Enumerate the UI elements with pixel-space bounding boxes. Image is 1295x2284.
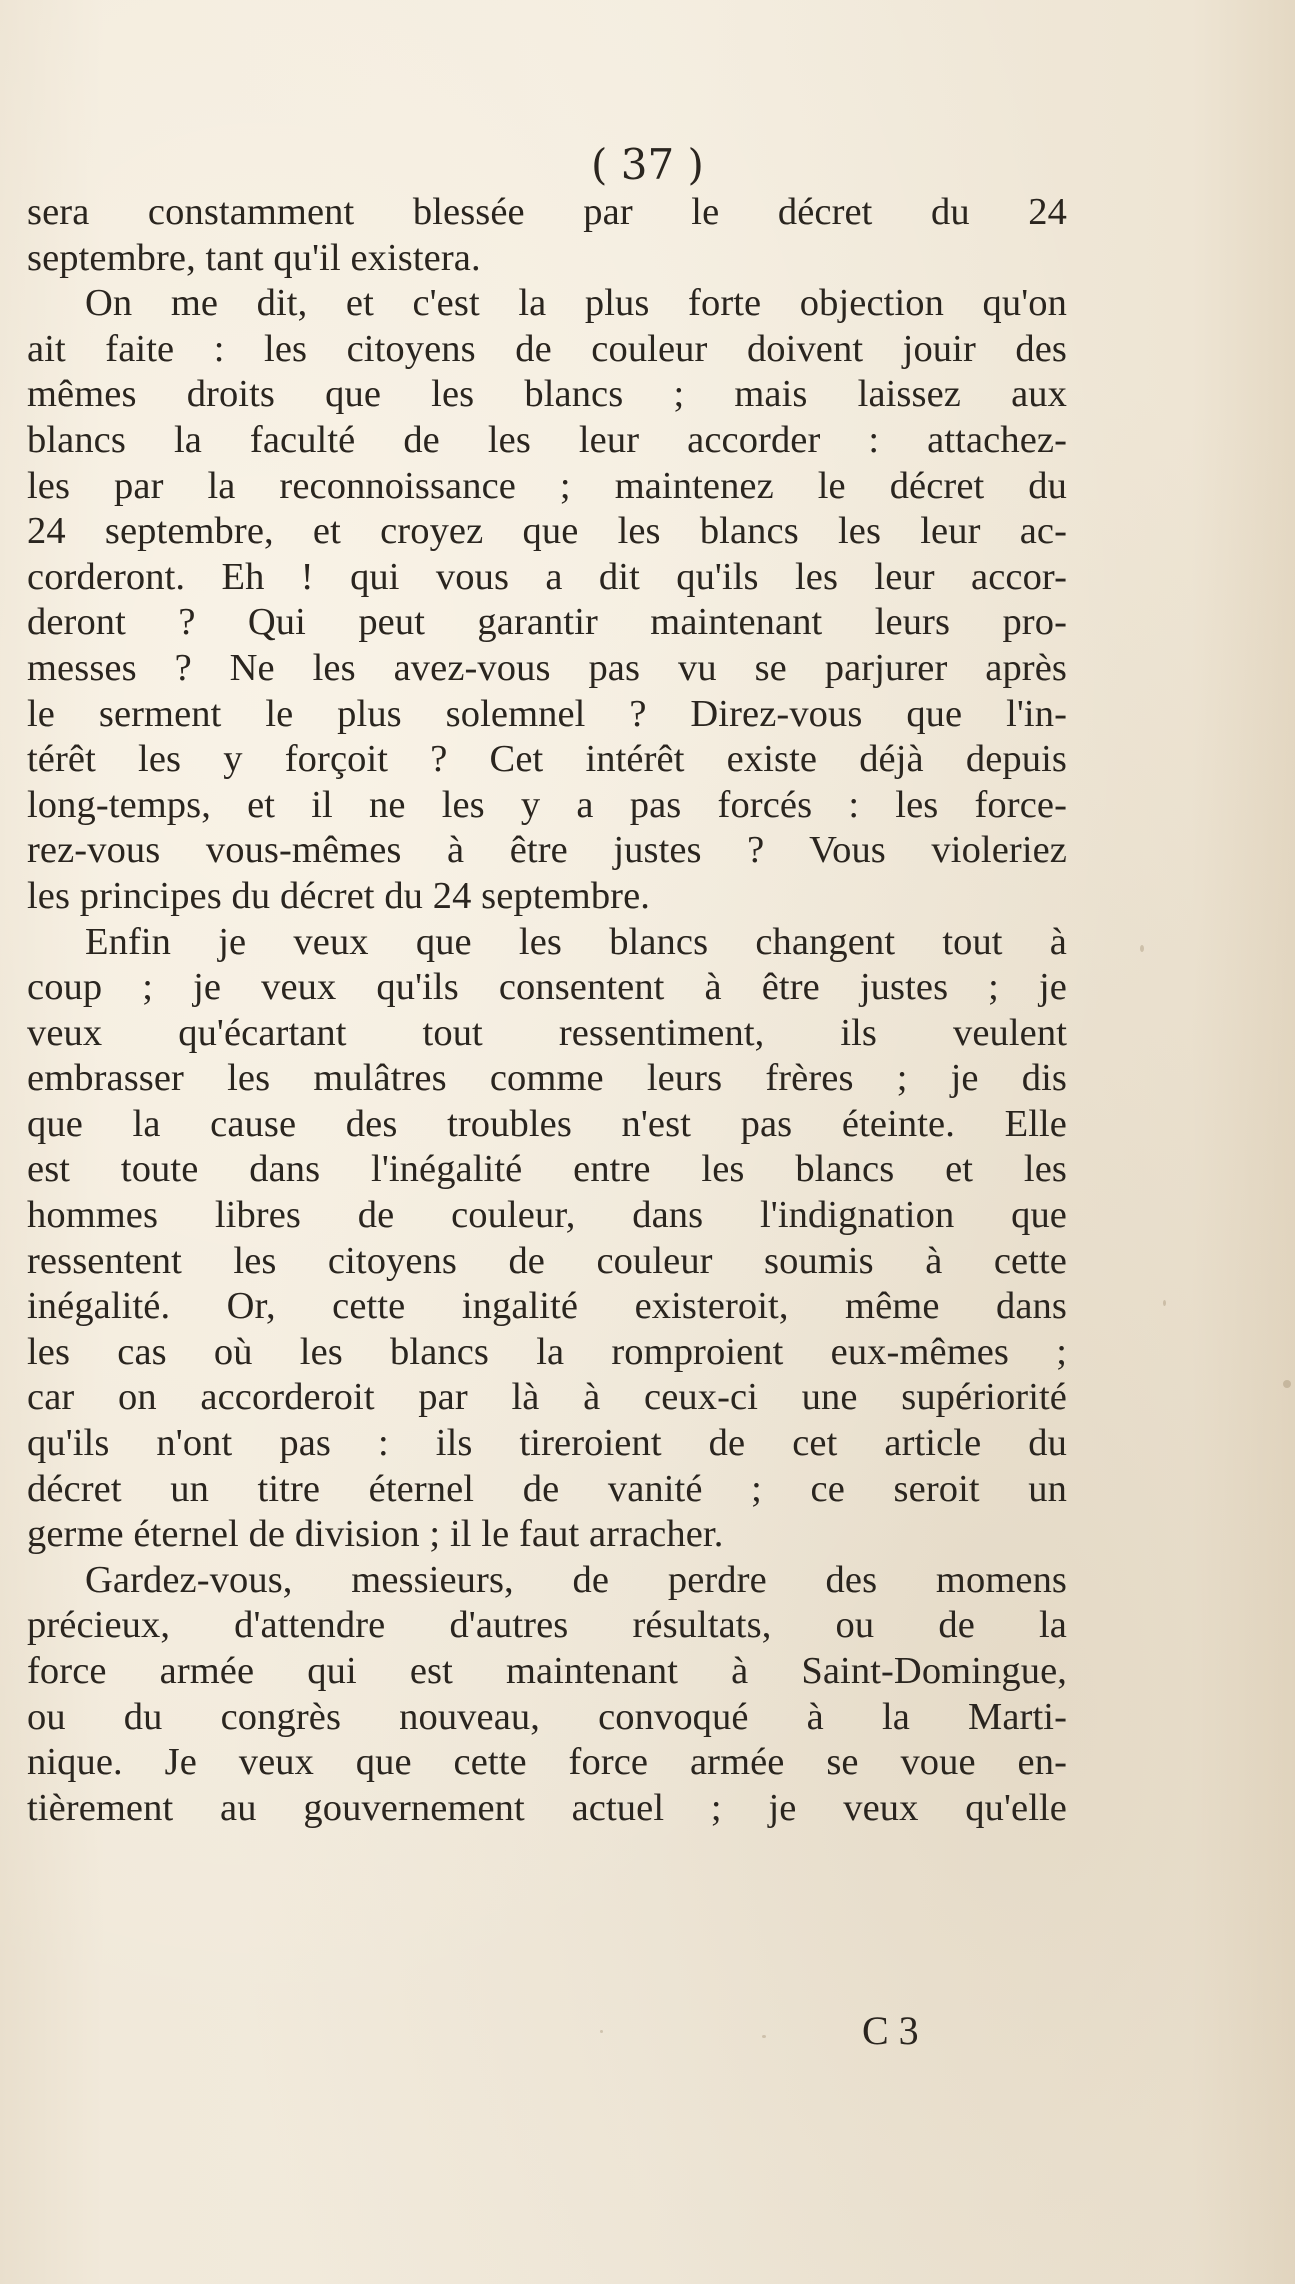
text-line: tièrement au gouvernement actuel ; je veux qu'elle — [27, 1786, 1067, 1829]
text-line: coup ; je veux qu'ils consentent à être justes ; je — [27, 966, 1067, 1009]
text-line: veux qu'écartant tout ressentiment, ils veulent — [27, 1011, 1067, 1054]
paper-speck — [600, 2030, 603, 2033]
paper-speck — [762, 2035, 766, 2038]
text-line: hommes libres de couleur, dans l'indignation que — [27, 1194, 1067, 1237]
text-line: On me dit, et c'est la plus forte objection qu'on — [85, 282, 1067, 325]
text-line: force armée qui est maintenant à Saint-Domingue, — [27, 1650, 1067, 1692]
text-line: le serment le plus solemnel ? Direz-vous que l'in- — [27, 692, 1067, 735]
text-line: nique. Je veux que cette force armée se voue en- — [27, 1741, 1067, 1784]
text-line: les cas où les blancs la romproient eux-mêmes ; — [27, 1330, 1067, 1373]
text-line: sera constamment blessée par le décret du 24 — [27, 191, 1067, 233]
text-line: corderont. Eh ! qui vous a dit qu'ils les leur accor- — [27, 555, 1067, 598]
text-line: 24 septembre, et croyez que les blancs les leur ac- — [27, 510, 1067, 553]
paper-speck — [1283, 1380, 1291, 1388]
text-line: rez-vous vous-mêmes à être justes ? Vous violeriez — [27, 829, 1067, 872]
body-text — [27, 190, 1067, 1831]
signature-mark: C 3 — [862, 2008, 919, 2053]
paper-speck — [1140, 945, 1144, 952]
text-line: septembre, tant qu'il existera. — [27, 236, 481, 279]
text-line: blancs la faculté de les leur accorder : attachez- — [27, 418, 1067, 461]
text-line: ait faite : les citoyens de couleur doivent jouir des — [27, 327, 1067, 370]
text-line: qu'ils n'ont pas : ils tireroient de cet article du — [27, 1422, 1067, 1465]
text-line: précieux, d'attendre d'autres résultats, ou de la — [27, 1604, 1067, 1647]
page-number: ( 37 ) — [591, 140, 704, 189]
text-line: germe éternel de division ; il le faut arracher. — [27, 1513, 724, 1556]
text-line: ou du congrès nouveau, convoqué à la Marti- — [27, 1695, 1067, 1738]
text-line: deront ? Qui peut garantir maintenant leurs pro- — [27, 601, 1067, 644]
text-line: mêmes droits que les blancs ; mais laissez aux — [27, 373, 1067, 416]
text-line: embrasser les mulâtres comme leurs frères ; je dis — [27, 1057, 1067, 1100]
text-line: que la cause des troubles n'est pas éteinte. Elle — [27, 1102, 1067, 1145]
text-line: térêt les y forçoit ? Cet intérêt existe déjà depuis — [27, 738, 1067, 781]
text-line: Enfin je veux que les blancs changent tout à — [85, 920, 1067, 963]
text-line: Gardez-vous, messieurs, de perdre des momens — [85, 1558, 1067, 1601]
text-line: décret un titre éternel de vanité ; ce seroit un — [27, 1467, 1067, 1510]
text-line: car on accorderoit par là à ceux-ci une supériorité — [27, 1376, 1067, 1419]
paper-speck — [1163, 1300, 1166, 1306]
text-line: les par la reconnoissance ; maintenez le décret du — [27, 464, 1067, 507]
text-line: inégalité. Or, cette ingalité existeroit, même dans — [27, 1285, 1067, 1328]
text-line: les principes du décret du 24 septembre. — [27, 874, 651, 917]
text-line: ressentent les citoyens de couleur soumis à cette — [27, 1239, 1067, 1282]
text-line: est toute dans l'inégalité entre les blancs et les — [27, 1148, 1067, 1191]
text-line: long-temps, et il ne les y a pas forcés : les force- — [27, 783, 1067, 826]
text-line: messes ? Ne les avez-vous pas vu se parjurer après — [27, 646, 1067, 689]
